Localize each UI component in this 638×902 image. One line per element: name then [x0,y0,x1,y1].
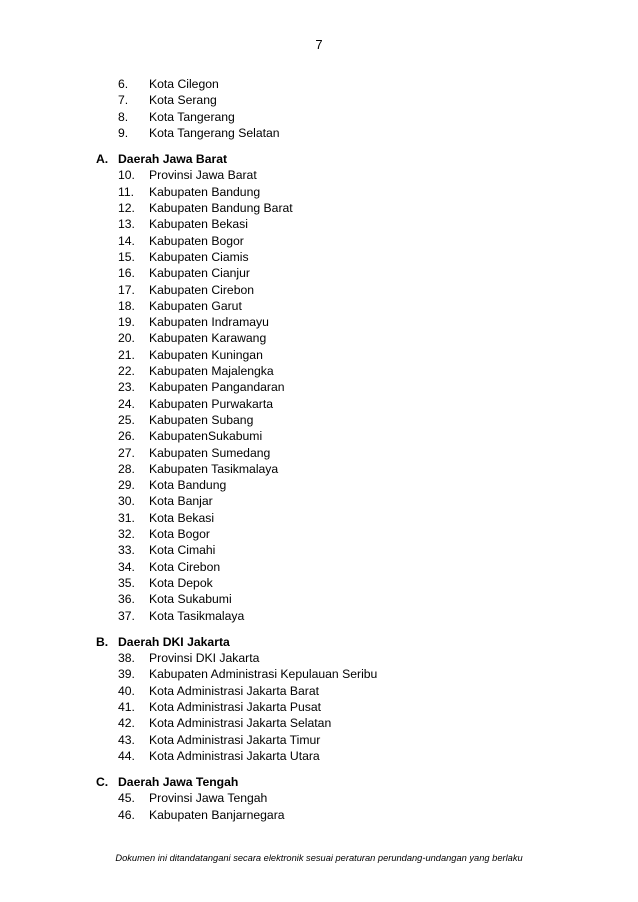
item-number: 24. [118,396,135,411]
item-number: 39. [118,667,135,682]
item-number: 40. [118,683,135,698]
item-name: Kota Administrasi Jakarta Barat [149,683,320,698]
intro-list [0,76,638,141]
list-item [0,379,638,395]
item-number: 26. [118,429,135,444]
list-item [0,683,638,699]
item-name: Kabupaten Tasikmalaya [149,461,279,476]
list-item [0,666,638,682]
item-number: 9. [118,125,129,140]
list-item [0,265,638,281]
item-number: 45. [118,791,135,806]
footer-text: Dokumen ini ditandatangani secara elektronik sesuai peraturan perundang-undangan yang berlaku [115,853,523,863]
list-item [0,412,638,428]
item-number: 17. [118,282,135,297]
footer-disclaimer [0,852,638,864]
item-number: 7. [118,93,129,108]
list-item [0,715,638,731]
list-item [0,216,638,232]
list-item [0,184,638,200]
list-item [0,125,638,141]
list-item [0,493,638,509]
list-item [0,575,638,591]
list-item [0,363,638,379]
item-number: 32. [118,527,135,542]
list-item [0,347,638,363]
item-number: 27. [118,445,135,460]
item-name: Kota Bogor [149,527,210,542]
item-number: 25. [118,412,135,427]
item-number: 22. [118,364,135,379]
list-item [0,650,638,666]
item-name: Kota Banjar [149,494,213,509]
item-number: 31. [118,510,135,525]
list-item [0,233,638,249]
item-name: Kabupaten Indramayu [149,315,269,330]
item-number: 37. [118,608,135,623]
list-item [0,608,638,624]
list-item [0,732,638,748]
section-letter: C. [96,775,109,790]
item-number: 8. [118,109,129,124]
item-name: Kota Sukabumi [149,592,232,607]
item-number: 42. [118,716,135,731]
list-item [0,167,638,183]
item-name: Kota Cilegon [149,77,219,91]
item-name: Kota Administrasi Jakarta Timur [149,732,321,747]
list-item [0,790,638,806]
item-number: 28. [118,461,135,476]
list-item [0,396,638,412]
list-item [0,200,638,216]
item-name: Kota Administrasi Jakarta Selatan [149,716,332,731]
item-name: Kabupaten Subang [149,412,254,427]
item-name: Kabupaten Cianjur [149,266,250,281]
item-name: Kabupaten Sumedang [149,445,271,460]
item-name: Kota Depok [149,575,213,590]
section-heading [0,634,638,650]
list-item [0,477,638,493]
item-name: Kota Tangerang Selatan [149,125,280,140]
item-name: Kabupaten Karawang [149,331,267,346]
list-item [0,109,638,125]
section-letter: A. [96,152,109,167]
item-number: 20. [118,331,135,346]
item-name: Kota Administrasi Jakarta Pusat [149,699,322,714]
list-item [0,526,638,542]
list-item [0,699,638,715]
item-name: Kabupaten Pangandaran [149,380,285,395]
list-item [0,461,638,477]
item-name: Provinsi Jawa Tengah [149,791,268,806]
list-item [0,591,638,607]
item-number: 41. [118,699,135,714]
section-list [0,151,638,823]
section-heading [0,151,638,167]
list-item [0,298,638,314]
item-name: Kabupaten Ciamis [149,249,249,264]
item-name: Kabupaten Cirebon [149,282,255,297]
item-name: Kota Bekasi [149,510,215,525]
page-number: 7 [315,37,323,52]
item-name: Kabupaten Bekasi [149,217,248,232]
item-name: Kabupaten Kuningan [149,347,263,362]
item-number: 11. [118,184,135,199]
item-name: Kabupaten Majalengka [149,364,274,379]
item-name: Kota Cimahi [149,543,216,558]
item-name: Kota Bandung [149,478,227,493]
region-section [0,151,638,624]
item-number: 6. [118,77,129,91]
item-name: Kabupaten Purwakarta [149,396,273,411]
item-number: 33. [118,543,135,558]
item-number: 19. [118,315,135,330]
item-number: 34. [118,559,135,574]
item-number: 23. [118,380,135,395]
item-number: 29. [118,478,135,493]
list-item [0,330,638,346]
section-title: Daerah Jawa Tengah [118,775,239,790]
item-name: Kabupaten Bandung [149,184,261,199]
item-name: Kota Administrasi Jakarta Utara [149,748,320,763]
list-item [0,249,638,265]
document-body [0,76,638,823]
item-number: 14. [118,233,135,248]
item-name: KabupatenSukabumi [149,429,263,444]
item-number: 21. [118,347,135,362]
item-number: 43. [118,732,135,747]
list-item [0,510,638,526]
item-number: 12. [118,201,135,216]
item-name: Kota Serang [149,93,217,108]
list-item [0,282,638,298]
item-number: 46. [118,807,135,822]
section-title: Daerah DKI Jakarta [118,634,230,649]
list-item [0,559,638,575]
list-item [0,807,638,823]
section-title: Daerah Jawa Barat [118,152,228,167]
region-section [0,774,638,823]
list-item [0,445,638,461]
item-number: 36. [118,592,135,607]
item-name: Provinsi DKI Jakarta [149,651,260,666]
section-letter: B. [96,634,109,649]
item-name: Kabupaten Banjarnegara [149,807,285,822]
item-name: Kabupaten Garut [149,298,242,313]
item-name: Kota Tangerang [149,109,235,124]
item-number: 35. [118,575,135,590]
item-number: 18. [118,298,135,313]
list-item [0,92,638,108]
item-number: 10. [118,168,135,183]
list-item [0,76,638,92]
item-name: Kota Cirebon [149,559,221,574]
item-number: 16. [118,266,135,281]
item-number: 44. [118,748,135,763]
item-number: 30. [118,494,135,509]
item-number: 38. [118,651,135,666]
item-name: Kabupaten Bandung Barat [149,201,293,216]
item-name: Kabupaten Administrasi Kepulauan Seribu [149,667,378,682]
region-section [0,634,638,764]
item-name: Kota Tasikmalaya [149,608,245,623]
item-name: Provinsi Jawa Barat [149,168,257,183]
list-item [0,314,638,330]
item-number: 13. [118,217,135,232]
list-item [0,542,638,558]
section-heading [0,774,638,790]
item-name: Kabupaten Bogor [149,233,244,248]
item-number: 15. [118,249,135,264]
list-item [0,748,638,764]
list-item [0,428,638,444]
